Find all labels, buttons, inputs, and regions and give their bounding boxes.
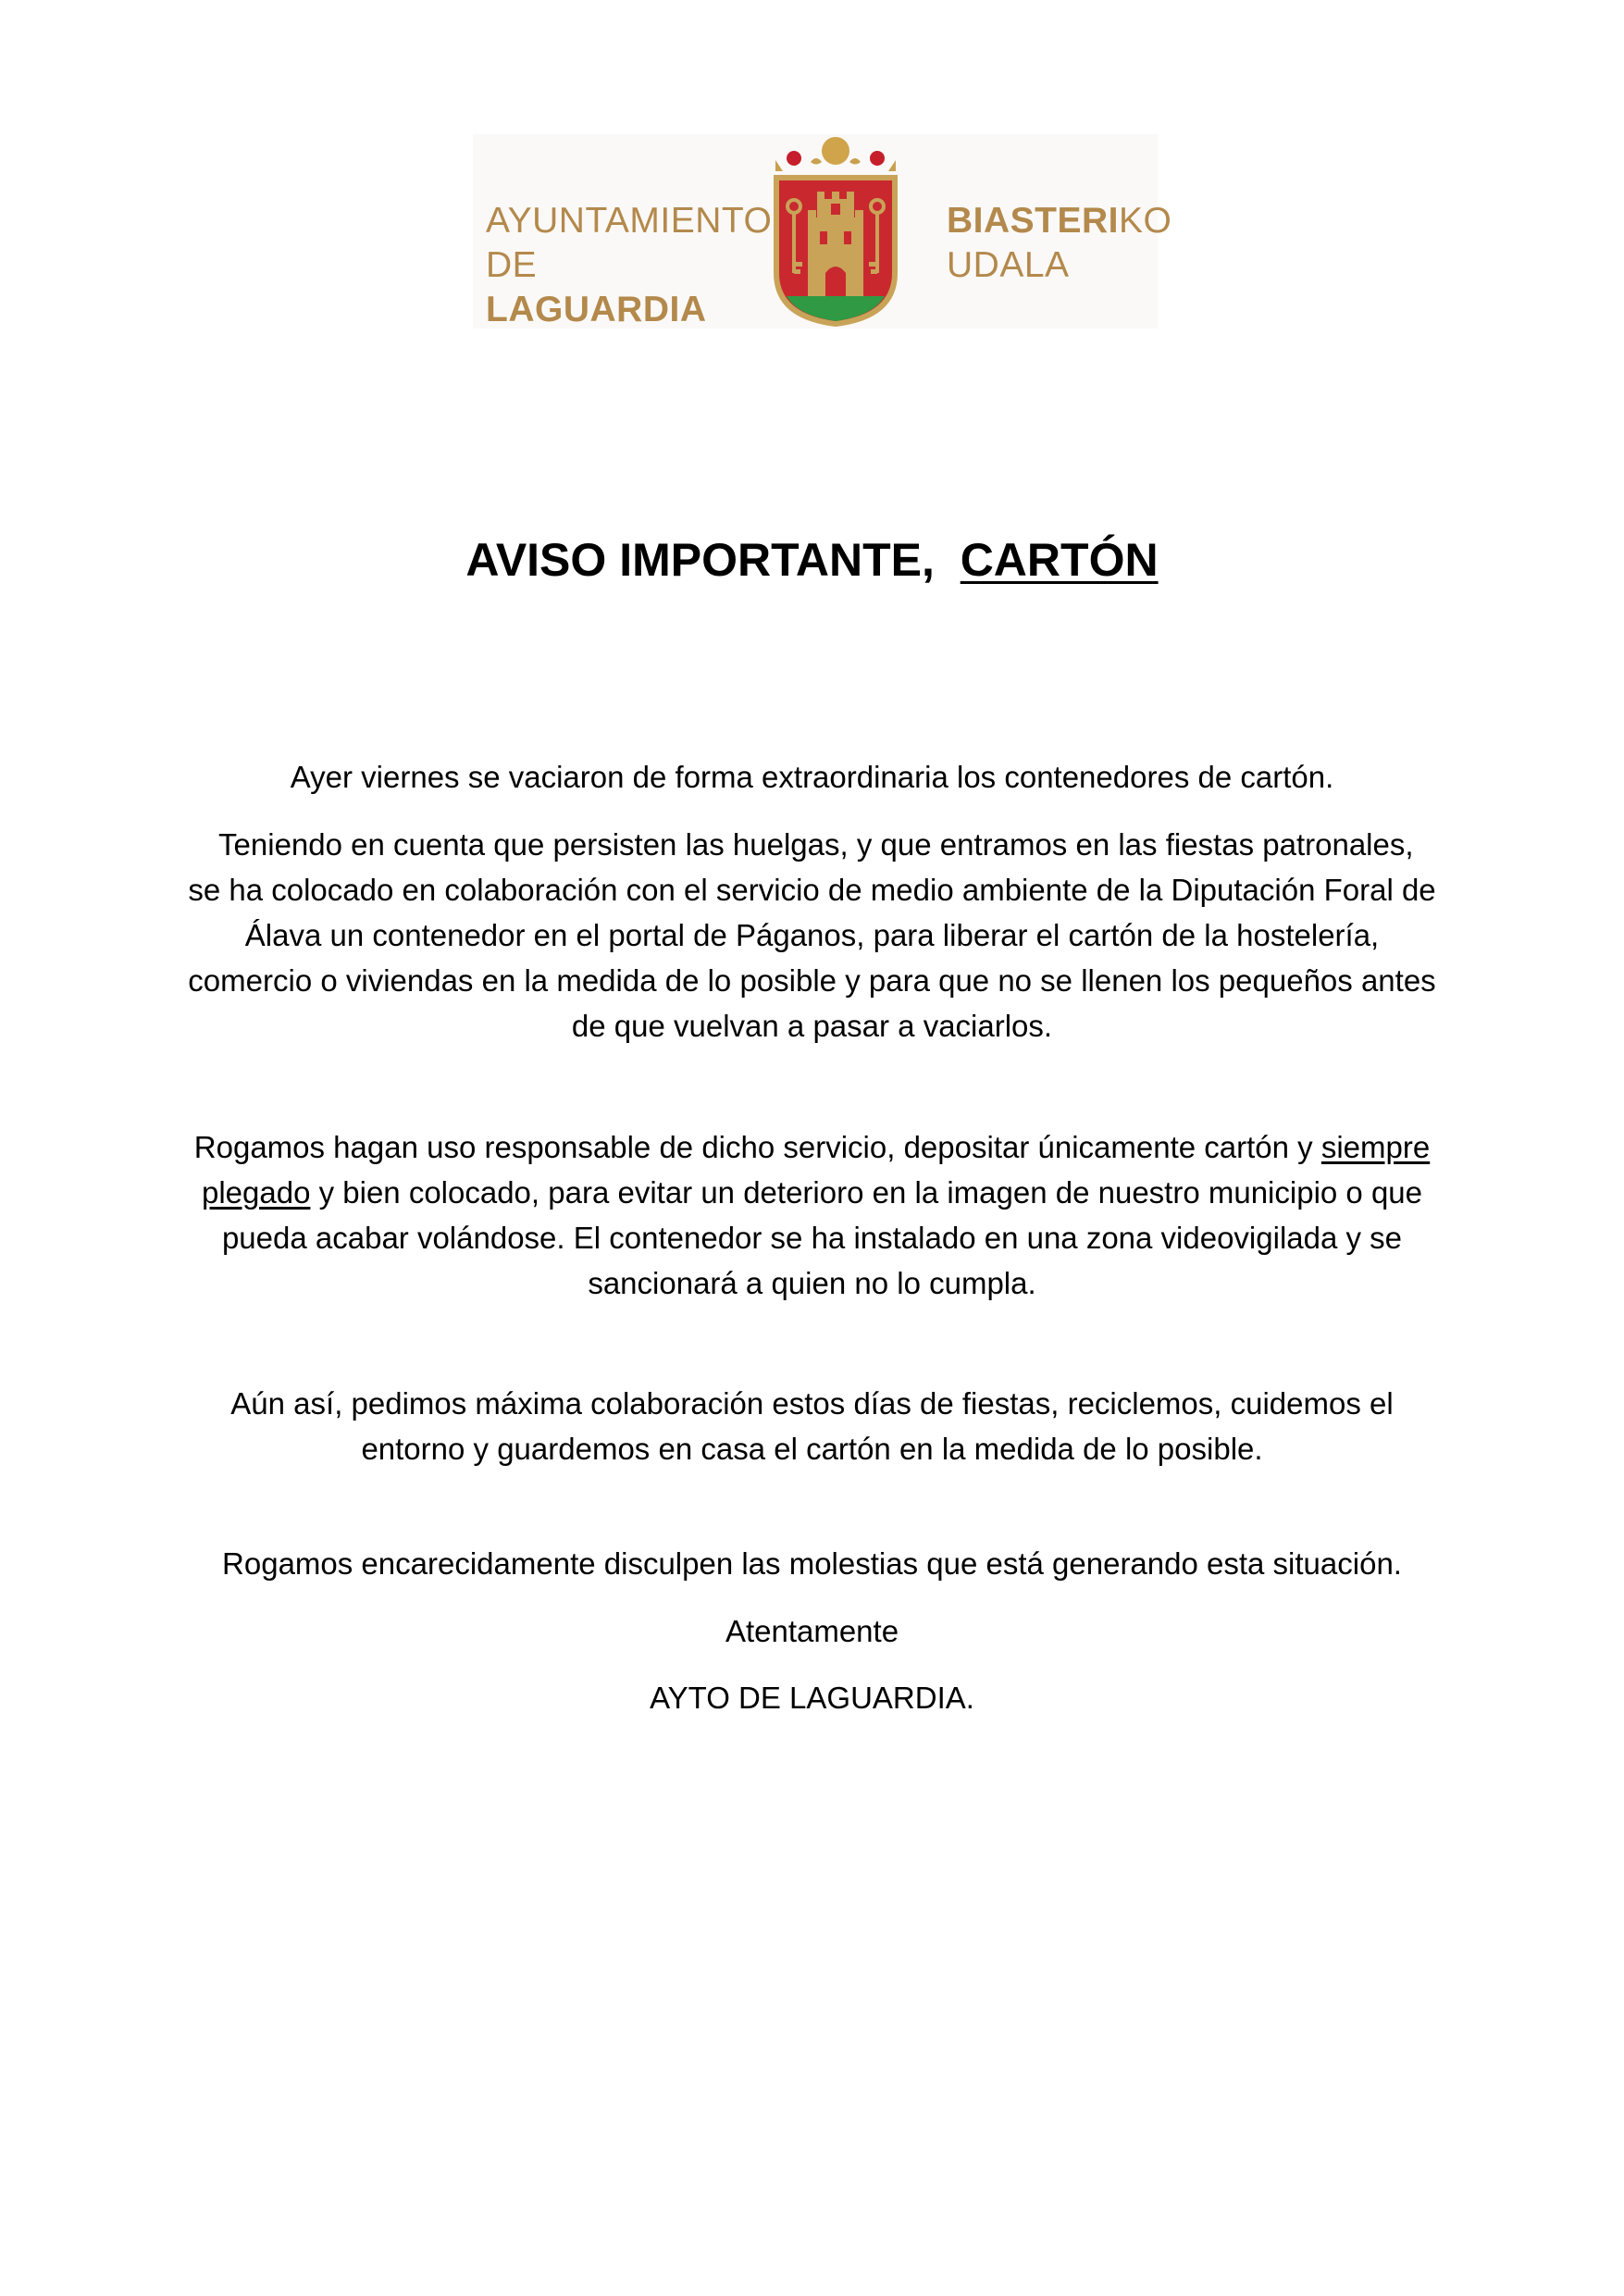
title-prefix: AVISO IMPORTANTE, — [465, 534, 961, 586]
underlined-text: siempre — [1320, 1130, 1431, 1164]
paragraph-2-line: se ha colocado en colaboración con el servicio de medio ambiente de la Diputación Foral de — [188, 873, 1436, 907]
paragraph-2-line: Álava un contenedor en el portal de Páganos, para liberar el cartón de la hostelería, — [244, 918, 1380, 952]
paragraph-3-line: pueda acabar volándose. El contenedor se ha instalado en una zona videovigilada y se — [221, 1221, 1403, 1255]
logo-line-ayuntamiento: AYUNTAMIENTO — [486, 201, 773, 241]
signature: AYTO DE LAGUARDIA. — [650, 1681, 974, 1715]
logo-text-spanish — [486, 199, 773, 332]
paragraph-2-line: comercio o viviendas en la medida de lo posible y para que no se llenen los pequeños antes — [188, 963, 1436, 998]
paragraph-5: Rogamos encarecidamente disculpen las molestias que está generando esta situación. — [222, 1546, 1402, 1581]
underlined-text: plegado — [201, 1175, 311, 1210]
paragraph-3-line: Rogamos hagan uso responsable de dicho servicio, depositar únicamente cartón y siempre — [193, 1130, 1431, 1164]
header-logo — [473, 134, 1172, 329]
title-underlined-word: CARTÓN — [960, 534, 1159, 586]
paragraph-4-line: Aún así, pedimos máxima colaboración estos días de fiestas, reciclemos, cuidemos el — [230, 1386, 1394, 1421]
notice-title — [0, 527, 1624, 592]
logo-line-udala: UDALA — [947, 245, 1070, 285]
paragraph-4 — [139, 1381, 1485, 1471]
paragraph-2 — [139, 822, 1485, 1049]
paragraph-2-line: Teniendo en cuenta que persisten las huelgas, y que entramos en las fiestas patronales, — [210, 827, 1414, 862]
closing: Atentamente — [725, 1614, 899, 1648]
paragraph-3-line: plegado y bien colocado, para evitar un deterioro en la imagen de nuestro municipio o que — [201, 1175, 1423, 1210]
logo-line-de-laguardia: DE LAGUARDIA — [486, 245, 707, 329]
paragraph-1: Ayer viernes se vaciaron de forma extraordinaria los contenedores de cartón. — [290, 760, 1334, 794]
paragraph-3-line: sancionará a quien no lo cumpla. — [588, 1266, 1036, 1300]
paragraph-4-line: entorno y guardemos en casa el cartón en la medida de lo posible. — [361, 1432, 1263, 1466]
logo-text-basque — [947, 199, 1172, 288]
coat-of-arms-icon — [766, 134, 905, 329]
logo-line-biasteriko: BIASTERIKO — [947, 201, 1172, 241]
paragraph-2-line: de que vuelvan a pasar a vaciarlos. — [571, 1009, 1053, 1043]
paragraph-3 — [139, 1124, 1485, 1306]
